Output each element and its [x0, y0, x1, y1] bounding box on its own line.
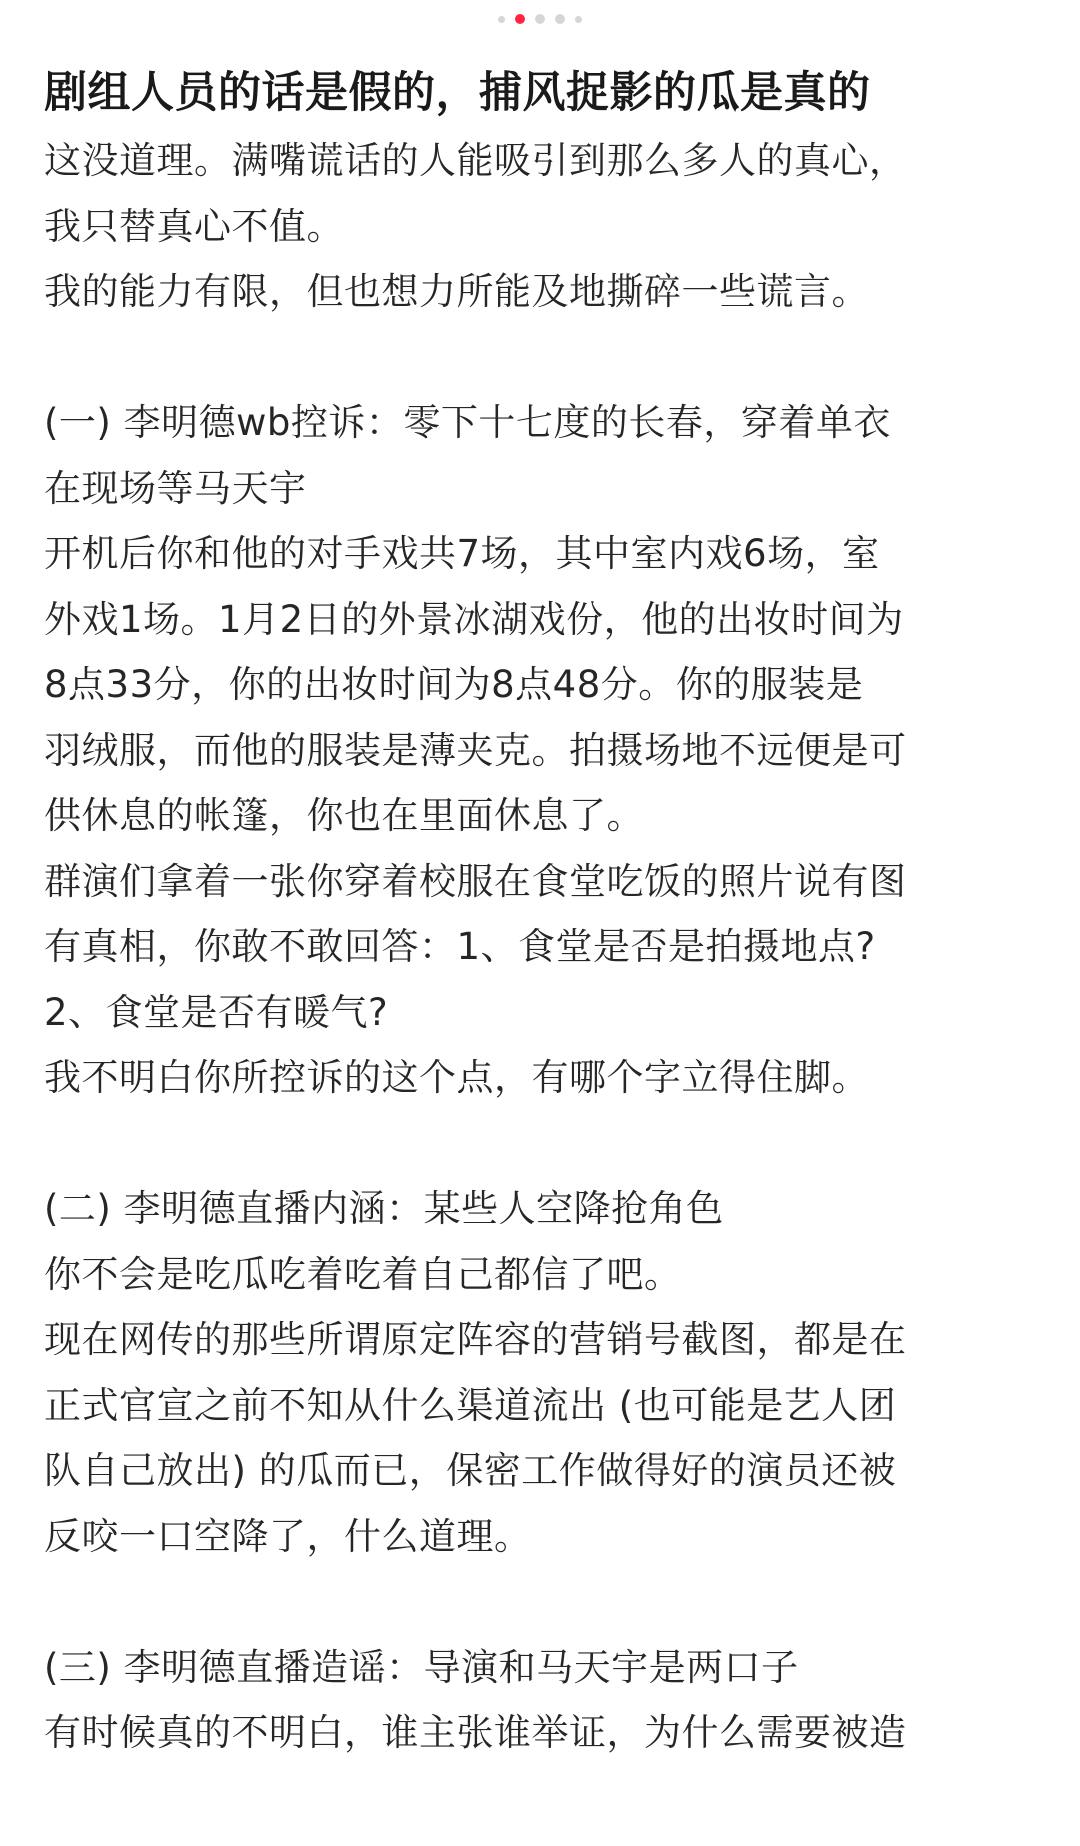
pager-dot-1: [498, 16, 505, 23]
pager-dot-3: [535, 14, 545, 24]
text-line: 你不会是吃瓜吃着吃着自己都信了吧。: [44, 1252, 682, 1296]
text-line: 有时候真的不明白，谁主张谁举证，为什么需要被造: [44, 1711, 907, 1754]
section-heading-2: (二) 李明德直播内涵：某些人空降抢角色: [44, 1187, 724, 1230]
text-line: 这没道理。满嘴谎话的人能吸引到那么多人的真心，: [44, 139, 907, 182]
blank-line: [44, 1569, 1044, 1635]
pager-dot-4: [555, 14, 565, 24]
article-body: [44, 60, 1044, 1766]
text-line: 队自己放出) 的瓜而已，保密工作做得好的演员还被: [44, 1449, 897, 1492]
text-line: 我只替真心不值。: [44, 204, 344, 248]
text-line: 外戏1场。1月2日的外景冰湖戏份，他的出妆时间为: [44, 597, 904, 641]
blank-line: [44, 325, 1044, 391]
text-line: 我不明白你所控诉的这个点，有哪个字立得住脚。: [44, 1056, 869, 1099]
text-line: 我的能力有限，但也想力所能及地撕碎一些谎言。: [44, 270, 869, 313]
text-line: 正式官宣之前不知从什么渠道流出 (也可能是艺人团: [44, 1383, 897, 1427]
text-line: 开机后你和他的对手戏共7场，其中室内戏6场，室: [44, 532, 880, 575]
text-line: 羽绒服，而他的服装是薄夹克。拍摄场地不远便是可: [44, 728, 907, 772]
text-line: 群演们拿着一张你穿着校服在食堂吃饭的照片说有图: [44, 859, 907, 903]
article-title: 剧组人员的话是假的，捕风捉影的瓜是真的: [44, 68, 871, 118]
section-heading-3: (三) 李明德直播造谣：导演和马天宇是两口子: [44, 1645, 799, 1689]
text-line: 2、食堂是否有暖气?: [44, 990, 389, 1034]
text-line: 反咬一口空降了，什么道理。: [44, 1514, 532, 1558]
pager-dot-5: [575, 16, 582, 23]
blank-line: [44, 1111, 1044, 1177]
carousel-pager: [0, 14, 1080, 24]
pager-dot-2-active: [515, 14, 525, 24]
text-line: 8点33分，你的出妆时间为8点48分。你的服装是: [44, 663, 864, 706]
text-line: 供休息的帐篷，你也在里面休息了。: [44, 794, 644, 837]
section-heading-1-cont: 在现场等马天宇: [44, 466, 307, 510]
section-heading-1: (一) 李明德wb控诉：零下十七度的长春，穿着单衣: [44, 401, 891, 444]
text-line: 有真相，你敢不敢回答：1、食堂是否是拍摄地点?: [44, 925, 876, 968]
text-line: 现在网传的那些所谓原定阵容的营销号截图，都是在: [44, 1318, 907, 1361]
article-text: [44, 128, 1044, 1766]
